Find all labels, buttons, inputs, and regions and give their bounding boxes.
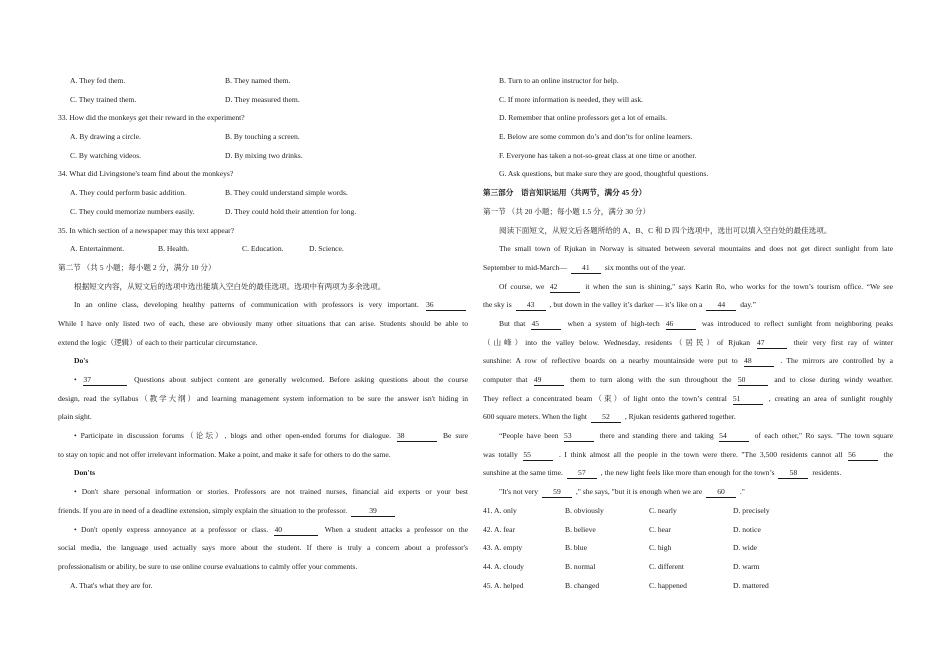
answer-42-a[interactable]: 42. A. fear bbox=[483, 524, 516, 534]
cloze-line7 bbox=[483, 352, 893, 371]
cloze-line6 bbox=[483, 334, 893, 353]
cloze-text: , Rjukan residents gathered together. bbox=[624, 412, 736, 422]
cloze-text: . I think almost all the people in the town were there. "The 3,500 residents cannot all bbox=[558, 449, 843, 459]
answer-42-c[interactable]: C. hear bbox=[649, 524, 671, 534]
right-column bbox=[483, 72, 893, 595]
answer-45-d[interactable]: D. mattered bbox=[733, 580, 769, 590]
donts-heading: Don'ts bbox=[74, 468, 96, 478]
q32-option-d: D. They measured them. bbox=[225, 94, 300, 104]
cloze-text: “People have been bbox=[499, 431, 559, 441]
cloze-text: was introduced to reflect sunlight from neighboring peaks bbox=[701, 318, 893, 328]
cloze-text: them to turn along with the sun throughout the bbox=[570, 375, 732, 384]
q32-options-row1 bbox=[58, 72, 468, 91]
donts-item2-text: • Don't openly express annoyance at a professor or class. bbox=[74, 524, 269, 534]
cloze-line14 bbox=[483, 483, 893, 502]
cloze-line5 bbox=[483, 315, 893, 334]
cloze-line13 bbox=[483, 464, 893, 483]
q32-option-c: C. They trained them. bbox=[70, 94, 137, 104]
dos-item1-line3: plain sight. bbox=[58, 412, 92, 422]
choice-b: B. Turn to an online instructor for help. bbox=[499, 76, 619, 85]
cloze-line9 bbox=[483, 390, 893, 409]
blank-44[interactable]: 44 bbox=[706, 299, 736, 311]
answer-43-a[interactable]: 43. A. empty bbox=[483, 543, 523, 553]
cloze-text: They reflect a concentrated beam（束）of light onto the town’s central bbox=[483, 393, 727, 403]
question-35: 35. In which section of a newspaper may this text appear? bbox=[58, 225, 235, 235]
blank-46[interactable]: 46 bbox=[666, 318, 696, 330]
q34-option-b: B. They could understand simple words. bbox=[225, 188, 348, 198]
cloze-line8 bbox=[483, 371, 893, 390]
q34-options-row2 bbox=[58, 203, 468, 222]
cloze-text: the sky is bbox=[483, 300, 512, 310]
answer-row-41 bbox=[483, 502, 893, 521]
blank-53[interactable]: 53 bbox=[564, 430, 594, 442]
passage-intro-line2: While I have only listed two of each, these are obviously many other situations that can arise. Students should be able to bbox=[58, 318, 468, 328]
bullet: • bbox=[74, 375, 77, 384]
blank-47[interactable]: 47 bbox=[757, 337, 787, 349]
blank-52[interactable]: 52 bbox=[591, 411, 621, 423]
answer-41-d[interactable]: D. precisely bbox=[733, 505, 770, 515]
q34-option-c: C. They could memorize numbers easily. bbox=[70, 206, 195, 216]
donts-item2-line3: professionalism or ability, be sure to use online course evaluations to calmly offer your comments. bbox=[58, 561, 358, 571]
cloze-text: residents. bbox=[812, 468, 842, 478]
passage-intro-line3: extend the logic（逻辑）of each to their particular circumstance. bbox=[58, 337, 258, 347]
donts-item1-line1: • Don't share personal information or stories. Professors are not trained nurses, financial aid experts or your best bbox=[74, 487, 468, 497]
blank-42[interactable]: 42 bbox=[550, 281, 580, 293]
dos-item2-line1 bbox=[58, 427, 468, 446]
answer-44-b[interactable]: B. normal bbox=[565, 561, 596, 571]
cloze-line12 bbox=[483, 446, 893, 465]
dos-item1-line2: design, read the syllabus（教学大纲）and learning management system information to be sure the answer isn't hiding in bbox=[58, 393, 468, 403]
q34-option-a: A. They could perform basic addition. bbox=[70, 188, 187, 198]
question-33: 33. How did the monkeys get their reward in the experiment? bbox=[58, 113, 245, 123]
answer-45-c[interactable]: C. happened bbox=[649, 580, 687, 590]
dos-item1-line1 bbox=[58, 371, 468, 390]
q34-options-row1 bbox=[58, 184, 468, 203]
donts-item2-text2: When a student attacks a professor on the bbox=[324, 524, 468, 534]
blank-59[interactable]: 59 bbox=[542, 486, 572, 498]
cloze-text: six months out of the year. bbox=[604, 262, 686, 272]
cloze-text: sunshine at the same time. bbox=[483, 468, 563, 478]
answer-row-43 bbox=[483, 539, 893, 558]
donts-item2-line2: social media, the language used actually says more about the student. If there is truly a concern about a professor's bbox=[58, 543, 468, 553]
cloze-text: their very first ray of winter bbox=[793, 337, 893, 347]
answer-42-d[interactable]: D. notice bbox=[733, 524, 761, 534]
dos-item2-line2: to stay on topic and not offer irrelevant information. Make a point, and make it safe for others to do the same. bbox=[58, 449, 391, 459]
q33-option-c: C. By watching videos. bbox=[70, 150, 142, 160]
cloze-line1: The small town of Rjukan in Norway is situated between several mountains and does not get direct sunlight from late bbox=[499, 244, 893, 254]
cloze-line11 bbox=[483, 427, 893, 446]
choice-f: F. Everyone has taken a not-so-great class at one time or another. bbox=[499, 150, 697, 160]
left-column bbox=[58, 72, 468, 595]
blank-54[interactable]: 54 bbox=[719, 430, 749, 442]
q34-option-d: D. They could hold their attention for long. bbox=[225, 206, 357, 216]
choice-c: C. If more information is needed, they will ask. bbox=[499, 94, 644, 104]
cloze-text: , creating an area of sunlight roughly bbox=[768, 393, 893, 403]
cloze-text: ," she says, "but it is enough when we are bbox=[575, 487, 703, 497]
q35-option-c: C. Education. bbox=[242, 244, 284, 254]
q33-option-b: B. By touching a screen. bbox=[225, 132, 300, 142]
cloze-text: 600 square meters. When the light bbox=[483, 412, 588, 422]
section-2-title: 第二节 （共 5 小题；每小题 2 分，满分 10 分） bbox=[58, 262, 216, 272]
cloze-text: Of course, we bbox=[499, 281, 545, 291]
dos-heading: Do's bbox=[74, 356, 89, 366]
q33-option-d: D. By mixing two drinks. bbox=[225, 150, 303, 160]
q35-option-b: B. Health. bbox=[158, 244, 190, 254]
blank-60[interactable]: 60 bbox=[706, 486, 736, 498]
cloze-text: September to mid-March— bbox=[483, 262, 567, 272]
cloze-text: . The mirrors are controlled by a bbox=[780, 356, 893, 366]
q33-options-row1 bbox=[58, 128, 468, 147]
choice-d: D. Remember that online professors get a lot of emails. bbox=[499, 113, 668, 123]
answer-45-b[interactable]: B. changed bbox=[565, 580, 600, 590]
blank-41[interactable]: 41 bbox=[571, 262, 601, 274]
blank-50[interactable]: 50 bbox=[738, 374, 768, 386]
cloze-text: and to close during windy weather. bbox=[774, 375, 893, 384]
q35-option-a: A. Entertainment. bbox=[70, 244, 125, 254]
cloze-text: ." bbox=[739, 487, 745, 497]
answer-row-45 bbox=[483, 577, 893, 596]
passage-intro-line1 bbox=[58, 296, 468, 315]
answer-43-b[interactable]: B. blue bbox=[565, 543, 587, 553]
cloze-text: , but down in the valley it’s darker — it’s like on a bbox=[549, 300, 703, 310]
section-2-instructions: 根据短文内容，从短文后的选项中选出能填入空白处的最佳选项。选项中有两项为多余选项。 bbox=[74, 281, 386, 291]
cloze-text: sunshine: A row of reflective boards on a nearby mountainside were put to bbox=[483, 356, 738, 366]
choice-g: G. Ask questions, but make sure they are good, thoughtful questions. bbox=[499, 169, 709, 179]
answer-43-c[interactable]: C. high bbox=[649, 543, 672, 553]
blank-55[interactable]: 55 bbox=[523, 449, 553, 461]
cloze-line3 bbox=[483, 278, 893, 297]
section-1-title: 第一节 （共 20 小题；每小题 1.5 分，满分 30 分） bbox=[483, 206, 651, 216]
q35-options bbox=[58, 240, 468, 259]
cloze-text: , the new light feels like more than enough for the town’s bbox=[600, 468, 775, 478]
cloze-text: was totally bbox=[483, 449, 518, 459]
answer-43-d[interactable]: D. wide bbox=[733, 543, 758, 553]
answer-41-b[interactable]: B. obviously bbox=[565, 505, 604, 515]
answer-44-c[interactable]: C. different bbox=[649, 561, 684, 571]
cloze-line2 bbox=[483, 259, 893, 278]
donts-item1-text: friends. If you are in need of a deadline extension, simply explain the situation to the professor. bbox=[58, 505, 348, 515]
blank-39[interactable]: 39 bbox=[351, 505, 395, 517]
dos-item2-text2: Be sure bbox=[442, 431, 468, 441]
answer-44-d[interactable]: D. warm bbox=[733, 561, 760, 571]
cloze-text: of each other," Ro says. "The town square bbox=[754, 431, 893, 441]
blank-49[interactable]: 49 bbox=[534, 374, 564, 386]
cloze-text: computer that bbox=[483, 375, 528, 384]
part-3-title: 第三部分 语言知识运用（共两节，满分 45 分） bbox=[483, 188, 647, 198]
dos-item1-text: Questions about subject content are generally welcomed. Before asking questions about the course bbox=[134, 375, 468, 384]
cloze-text: the bbox=[883, 449, 893, 459]
answer-41-a[interactable]: 41. A. only bbox=[483, 505, 517, 515]
answer-row-42 bbox=[483, 521, 893, 540]
cloze-line4 bbox=[483, 296, 893, 315]
q33-options-row2 bbox=[58, 147, 468, 166]
cloze-text: But that bbox=[499, 318, 526, 328]
q35-option-d: D. Science. bbox=[309, 244, 344, 254]
blank-48[interactable]: 48 bbox=[744, 355, 774, 367]
section-1-instructions: 阅读下面短文，从短文后各题所给的 A、B、C 和 D 四个选项中，选出可以填入空白处的最佳选项。 bbox=[499, 225, 832, 235]
q33-option-a: A. By drawing a circle. bbox=[70, 132, 141, 142]
cloze-text: "It's not very bbox=[499, 487, 539, 497]
blank-58[interactable]: 58 bbox=[778, 467, 808, 479]
blank-40[interactable]: 40 bbox=[274, 524, 318, 536]
donts-item2-line1 bbox=[58, 521, 468, 540]
blank-51[interactable]: 51 bbox=[733, 393, 763, 405]
answer-41-c[interactable]: C. nearly bbox=[649, 505, 677, 515]
choice-a: A. That's what they are for. bbox=[70, 580, 153, 590]
blank-45[interactable]: 45 bbox=[531, 318, 561, 330]
blank-37[interactable]: 37 bbox=[83, 374, 127, 386]
q32-options-row2 bbox=[58, 91, 468, 110]
q32-option-b: B. They named them. bbox=[225, 76, 291, 85]
q32-option-a: A. They fed them. bbox=[70, 76, 126, 85]
cloze-text: （山峰）into the valley below. Wednesday, residents（居民）of Rjukan bbox=[483, 337, 751, 347]
cloze-line10 bbox=[483, 408, 893, 427]
answer-row-44 bbox=[483, 558, 893, 577]
choice-e: E. Below are some common do’s and don’ts for online learners. bbox=[499, 132, 693, 142]
answer-42-b[interactable]: B. believe bbox=[565, 524, 596, 534]
blank-57[interactable]: 57 bbox=[567, 467, 597, 479]
cloze-text: it when the sun is shining," says Karin Ro, who works for the town’s tourism office. “We see bbox=[585, 281, 893, 291]
cloze-text: when a system of high-tech bbox=[567, 318, 660, 328]
blank-43[interactable]: 43 bbox=[516, 299, 546, 311]
dos-item2-text: • Participate in discussion forums（论坛）, blogs and other open-ended forums for dialogue. bbox=[74, 431, 392, 441]
cloze-text: day.” bbox=[740, 300, 756, 310]
cloze-text: there and standing there and taking bbox=[599, 431, 714, 441]
donts-item1-line2 bbox=[58, 502, 468, 521]
blank-56[interactable]: 56 bbox=[848, 449, 878, 461]
passage-intro-text: In an online class, developing healthy patterns of communication with professors is very important. bbox=[74, 300, 419, 310]
blank-38[interactable]: 38 bbox=[397, 430, 437, 442]
answer-45-a[interactable]: 45. A. helped bbox=[483, 580, 524, 590]
answer-44-a[interactable]: 44. A. cloudy bbox=[483, 561, 524, 571]
blank-36[interactable]: 36 bbox=[426, 299, 466, 311]
question-34: 34. What did Livingstone's team find about the monkeys? bbox=[58, 169, 234, 179]
